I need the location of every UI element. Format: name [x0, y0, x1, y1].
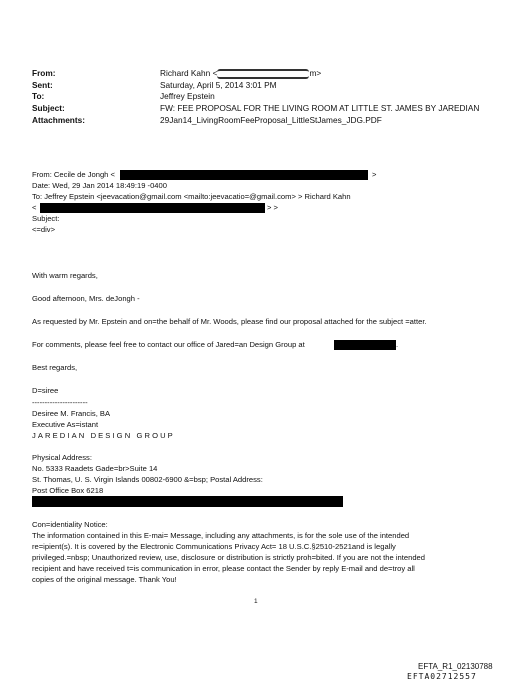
address-line-2: St. Thomas, U. S. Virgin Islands 00802-6900 &=bsp; Postal Address:	[32, 475, 263, 484]
attachments-label: Attachments:	[32, 115, 86, 125]
from-value-suffix: m>	[309, 68, 322, 78]
redaction-bar	[120, 170, 368, 180]
subject-value: FW: FEE PROPOSAL FOR THE LIVING ROOM AT LITTLE ST. JAMES BY JAREDIAN	[160, 103, 480, 113]
signature-company: JAREDIAN DESIGN GROUP	[32, 431, 175, 440]
address-line-1: No. 5333 Raadets Gade=br>Suite 14	[32, 464, 158, 473]
attachments-value: 29Jan14_LivingRoomFeeProposal_LittleStJames_JDG.PDF	[160, 115, 382, 125]
fwd-date-line: Date: Wed, 29 Jan 2014 18:49:19 -0400	[32, 181, 167, 190]
greeting: Good afternoon, Mrs. deJongh -	[32, 294, 140, 303]
fwd-cc-close: > >	[267, 203, 278, 212]
notice-line: privileged.=nbsp; Unauthorized review, use, disclosure or distribution is strictly proh=bited. If you are not the intended	[32, 553, 425, 562]
to-label: To:	[32, 91, 45, 101]
signoff: D=siree	[32, 386, 59, 395]
fwd-subject-label: Subject:	[32, 214, 60, 223]
comments-suffix: .	[396, 340, 399, 349]
redaction-bar	[334, 340, 399, 350]
efta-bates-number: EFTA02712557	[407, 672, 477, 681]
redaction-bar	[32, 496, 343, 507]
notice-line: re=ipient(s). It is covered by the Electronic Communications Privacy Act= 18 U.S.C.§2510-2521and is legally	[32, 542, 396, 551]
to-value: Jeffrey Epstein	[160, 91, 215, 101]
address-line-3: Post Office Box 6218	[32, 486, 104, 495]
notice-line: The information contained in this E-mai= Message, including any attachments, is for the sole use of the intended	[32, 531, 410, 540]
sent-label: Sent:	[32, 80, 53, 90]
notice-title: Con=identiality Notice:	[32, 520, 108, 529]
signature-name: Desiree M. Francis, BA	[32, 409, 111, 418]
comments-paragraph	[32, 340, 305, 350]
sent-value: Saturday, April 5, 2014 3:01 PM	[160, 80, 277, 90]
signature-rule: ----------------------	[32, 398, 88, 407]
fwd-div-line: <=div>	[32, 225, 56, 234]
notice-line: copies of the original message. Thank You!	[32, 575, 177, 584]
signature-title: Executive As=istant	[32, 420, 99, 429]
physical-address-label: Physical Address:	[32, 453, 92, 462]
redaction-bar	[40, 203, 265, 213]
from-value-prefix: Richard Kahn <	[160, 68, 218, 78]
request-paragraph: As requested by Mr. Epstein and on=the behalf of Mr. Woods, please find our proposal attached for the subject =atter.	[32, 317, 427, 326]
fwd-to-line: To: Jeffrey Epstein <jeevacation@gmail.com <mailto:jeevacatio=@gmail.com> > Richard Kahn	[32, 192, 351, 201]
from-email-scribble	[217, 69, 309, 79]
comments-prefix: For comments, please feel free to contact our office of Jared=an Design Group at	[32, 340, 305, 349]
warm-regards: With warm regards,	[32, 271, 98, 280]
fwd-cc-open: <	[32, 203, 37, 212]
subject-label: Subject:	[32, 103, 65, 113]
efta-small-id: EFTA_R1_02130788	[418, 662, 493, 671]
notice-line: recipient and have received t=is communication in error, please contact the Sender by reply E-mail and de=troy all	[32, 564, 415, 573]
fwd-from-line: From: Cecile de Jongh <	[32, 170, 115, 179]
from-label: From:	[32, 68, 56, 78]
best-regards: Best regards,	[32, 363, 78, 372]
fwd-from-close: >	[372, 170, 377, 179]
page-number: 1	[254, 598, 258, 605]
from-value	[160, 68, 321, 79]
